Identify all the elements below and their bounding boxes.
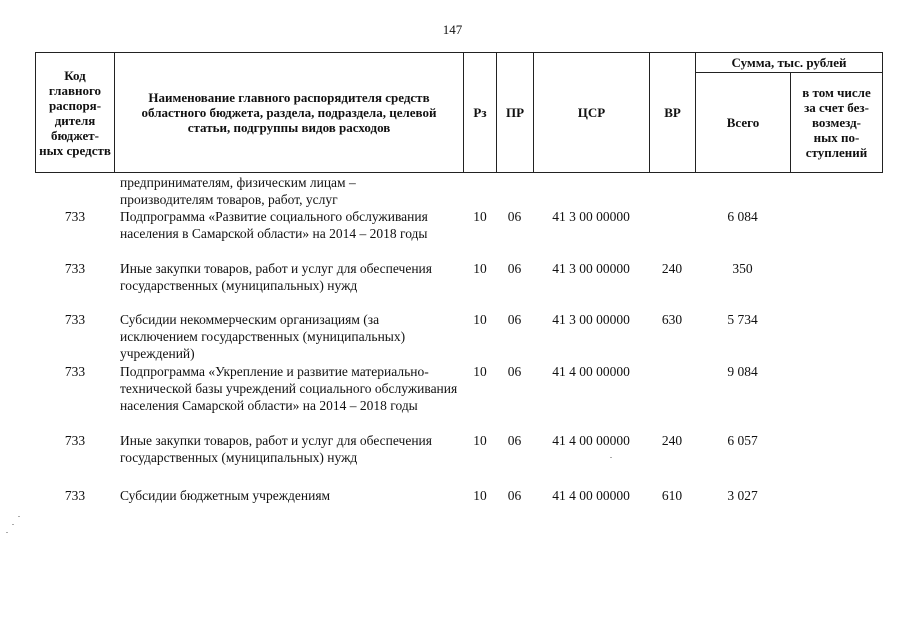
header-vr-label: ВР bbox=[664, 105, 681, 120]
row-csr: 41 4 00 00000 bbox=[552, 364, 630, 379]
header-code bbox=[35, 52, 115, 173]
row-csr: 41 4 00 00000 bbox=[552, 433, 630, 448]
row-csr: 41 3 00 00000 bbox=[552, 261, 630, 276]
header-rz-label: Рз bbox=[473, 105, 487, 120]
scan-speck bbox=[12, 524, 14, 525]
row-rz: 10 bbox=[473, 488, 487, 503]
header-pr-label: ПР bbox=[505, 105, 525, 120]
continuation-line-2: производителям товаров, работ, услуг bbox=[120, 192, 338, 207]
row-name: Субсидии бюджетным учреждениям bbox=[120, 488, 331, 503]
row-name: Субсидии некоммерческим организациям (за исключением государственных (муниципальных) учреждений) bbox=[120, 312, 406, 361]
row-pr: 06 bbox=[507, 312, 522, 327]
row-code: 733 bbox=[64, 433, 86, 448]
row-vr: 630 bbox=[661, 312, 683, 327]
row-code: 733 bbox=[64, 261, 86, 276]
page-number: 147 bbox=[442, 22, 463, 37]
row-csr: 41 4 00 00000 bbox=[552, 488, 630, 503]
row-total: 6 057 bbox=[727, 433, 758, 448]
scan-speck bbox=[610, 457, 612, 458]
row-total: 350 bbox=[732, 261, 753, 276]
header-incl-label: в том числе за счет без-возмезд-ных по-ступлений bbox=[802, 85, 871, 160]
row-code: 733 bbox=[64, 209, 86, 224]
row-pr: 06 bbox=[507, 488, 522, 503]
row-csr: 41 3 00 00000 bbox=[552, 312, 630, 327]
header-pr bbox=[496, 52, 534, 173]
header-sum-group-label: Сумма, тыс. рублей bbox=[731, 55, 847, 70]
header-csr bbox=[533, 52, 650, 173]
row-csr: 41 3 00 00000 bbox=[552, 209, 630, 224]
row-pr: 06 bbox=[507, 209, 522, 224]
row-total: 5 734 bbox=[727, 312, 758, 327]
header-total-label: Всего bbox=[726, 115, 760, 130]
header-code-label: Код главного распоря-дителя бюджет-ных средств bbox=[39, 67, 111, 158]
row-name: Иные закупки товаров, работ и услуг для обеспечения государственных (муниципальных) нужд bbox=[120, 433, 432, 465]
header-name-label: Наименование главного распорядителя средств областного бюджета, раздела, подраздела, целевой статьи, подгруппы видов расходов bbox=[141, 90, 437, 135]
row-total: 6 084 bbox=[727, 209, 758, 224]
scan-speck bbox=[18, 516, 20, 517]
continuation-line-1: предпринимателям, физическим лицам – bbox=[120, 175, 356, 190]
row-code: 733 bbox=[64, 364, 86, 379]
header-total bbox=[695, 72, 791, 173]
row-code: 733 bbox=[64, 312, 86, 327]
row-rz: 10 bbox=[473, 433, 487, 448]
row-pr: 06 bbox=[507, 433, 522, 448]
row-pr: 06 bbox=[507, 364, 522, 379]
row-rz: 10 bbox=[473, 209, 487, 224]
row-total: 9 084 bbox=[727, 364, 758, 379]
header-sum-group bbox=[695, 52, 883, 73]
header-incl bbox=[790, 72, 883, 173]
row-name: Подпрограмма «Развитие социального обслуживания населения в Самарской области» на 2014 – 2018 годы bbox=[120, 209, 428, 241]
row-code: 733 bbox=[64, 488, 86, 503]
row-total: 3 027 bbox=[727, 488, 758, 503]
header-vr bbox=[649, 52, 696, 173]
row-vr: 240 bbox=[661, 261, 683, 276]
row-rz: 10 bbox=[473, 312, 487, 327]
header-csr-label: ЦСР bbox=[577, 105, 606, 120]
header-rz bbox=[463, 52, 497, 173]
row-rz: 10 bbox=[473, 364, 487, 379]
row-vr: 240 bbox=[661, 433, 683, 448]
row-name: Иные закупки товаров, работ и услуг для обеспечения государственных (муниципальных) нужд bbox=[120, 261, 432, 293]
row-name: Подпрограмма «Укрепление и развитие материально-технической базы учреждений социального обслуживания населения Самарской области» на 2014 – 2018 годы bbox=[120, 364, 458, 413]
row-rz: 10 bbox=[473, 261, 487, 276]
row-vr: 610 bbox=[661, 488, 683, 503]
header-name bbox=[114, 52, 464, 173]
row-pr: 06 bbox=[507, 261, 522, 276]
scan-speck bbox=[6, 532, 8, 533]
